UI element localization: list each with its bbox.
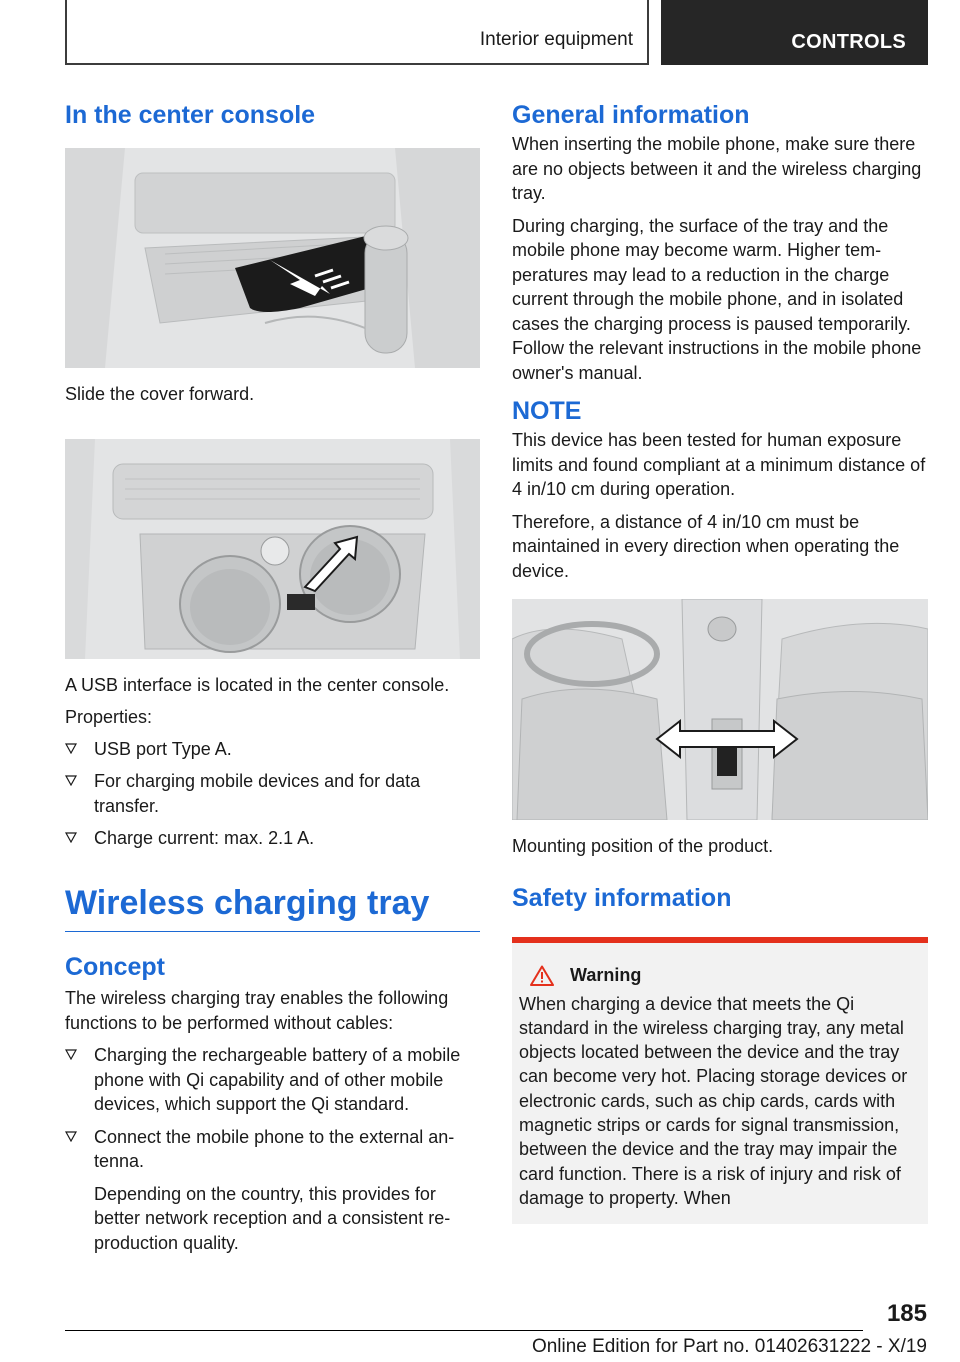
general-info-heading: General information xyxy=(512,101,750,129)
properties-list xyxy=(65,737,480,851)
page-number: 185 xyxy=(886,1300,927,1327)
edition-text: Online Edition for Part no. 01402631222 - X/19 xyxy=(531,1336,927,1357)
warning-header xyxy=(512,943,928,986)
chapter-title: CONTROLS xyxy=(791,31,906,53)
general-paragraph-2: During charging, the surface of the tray and the mobile phone may become warm. Higher temperatures may lead to a reduction in the charge current through the mobile phone, and in isolated cases the charging process is paused temporarily. Follow the relevant instructions in the mobile phone owner's manual. xyxy=(512,215,922,383)
right-column xyxy=(512,100,928,1224)
concept-heading: Concept xyxy=(65,953,165,982)
footer-divider xyxy=(65,1330,863,1331)
caption-mounting: Mounting position of the product. xyxy=(512,836,774,856)
triangle-bullet-icon xyxy=(65,1049,77,1060)
triangle-bullet-icon xyxy=(65,832,77,843)
list-item: USB port Type A. xyxy=(65,737,480,762)
section-tab xyxy=(65,0,649,65)
warning-title: Warning xyxy=(570,964,642,985)
chapter-tab xyxy=(661,0,928,65)
cover-illustration xyxy=(65,148,480,368)
note-heading: NOTE xyxy=(512,397,582,425)
triangle-bullet-icon xyxy=(65,1131,77,1142)
warning-box xyxy=(512,937,928,1224)
list-item: Charging the rechargeable battery of a mobile phone with Qi capability and of other mobile devices, which support the Qi standard. xyxy=(65,1043,480,1117)
general-paragraph-1: When inserting the mobile phone, make sure there are no objects between it and the wireless charging tray. xyxy=(512,134,922,203)
usb-illustration xyxy=(65,439,480,659)
concept-list xyxy=(65,1043,480,1255)
page-header xyxy=(65,0,928,65)
list-item: For charging mobile devices and for data transfer. xyxy=(65,769,480,818)
section-title: Interior equipment xyxy=(479,29,633,50)
wireless-charging-title: Wireless charging tray xyxy=(65,883,480,933)
warning-triangle-icon xyxy=(530,965,554,986)
concept-subtext: Depending on the country, this provides for better network reception and a consistent reproduction quality. xyxy=(94,1183,451,1253)
note-paragraph-2: Therefore, a distance of 4 in/10 cm must be maintained in every direction when operating the device. xyxy=(512,511,900,581)
left-column xyxy=(65,100,480,1255)
note-paragraph-1: This device has been tested for human exposure limits and found compliant at a minimum distance of 4 in/10 cm during operation. xyxy=(512,430,926,499)
caption-slide-cover: Slide the cover forward. xyxy=(65,384,255,404)
center-console-heading: In the center console xyxy=(65,101,316,129)
list-item: Connect the mobile phone to the external antenna. Depending on the country, this provides for better network reception and a consistent reproduction quality. xyxy=(65,1125,480,1256)
triangle-bullet-icon xyxy=(65,775,77,786)
safety-heading: Safety information xyxy=(512,883,732,912)
caption-usb: A USB interface is located in the center console. xyxy=(65,674,450,695)
properties-label: Properties: xyxy=(65,707,153,727)
mounting-position-illustration xyxy=(512,599,928,820)
warning-text: When charging a device that meets the Qi standard in the wireless charging tray, any metal objects located between the device and the tray can become very hot. Placing storage devices or electronic cards, such as chip cards, cards with magnetic strips or cards for signal transmission, between the device and the tray may impair the card function. There is a risk of injury and risk of damage to property. When xyxy=(519,993,908,1208)
triangle-bullet-icon xyxy=(65,743,77,754)
list-item: Charge current: max. 2.1 A. xyxy=(65,826,480,851)
concept-text: The wireless charging tray enables the following functions to be performed without cables: xyxy=(65,988,449,1033)
